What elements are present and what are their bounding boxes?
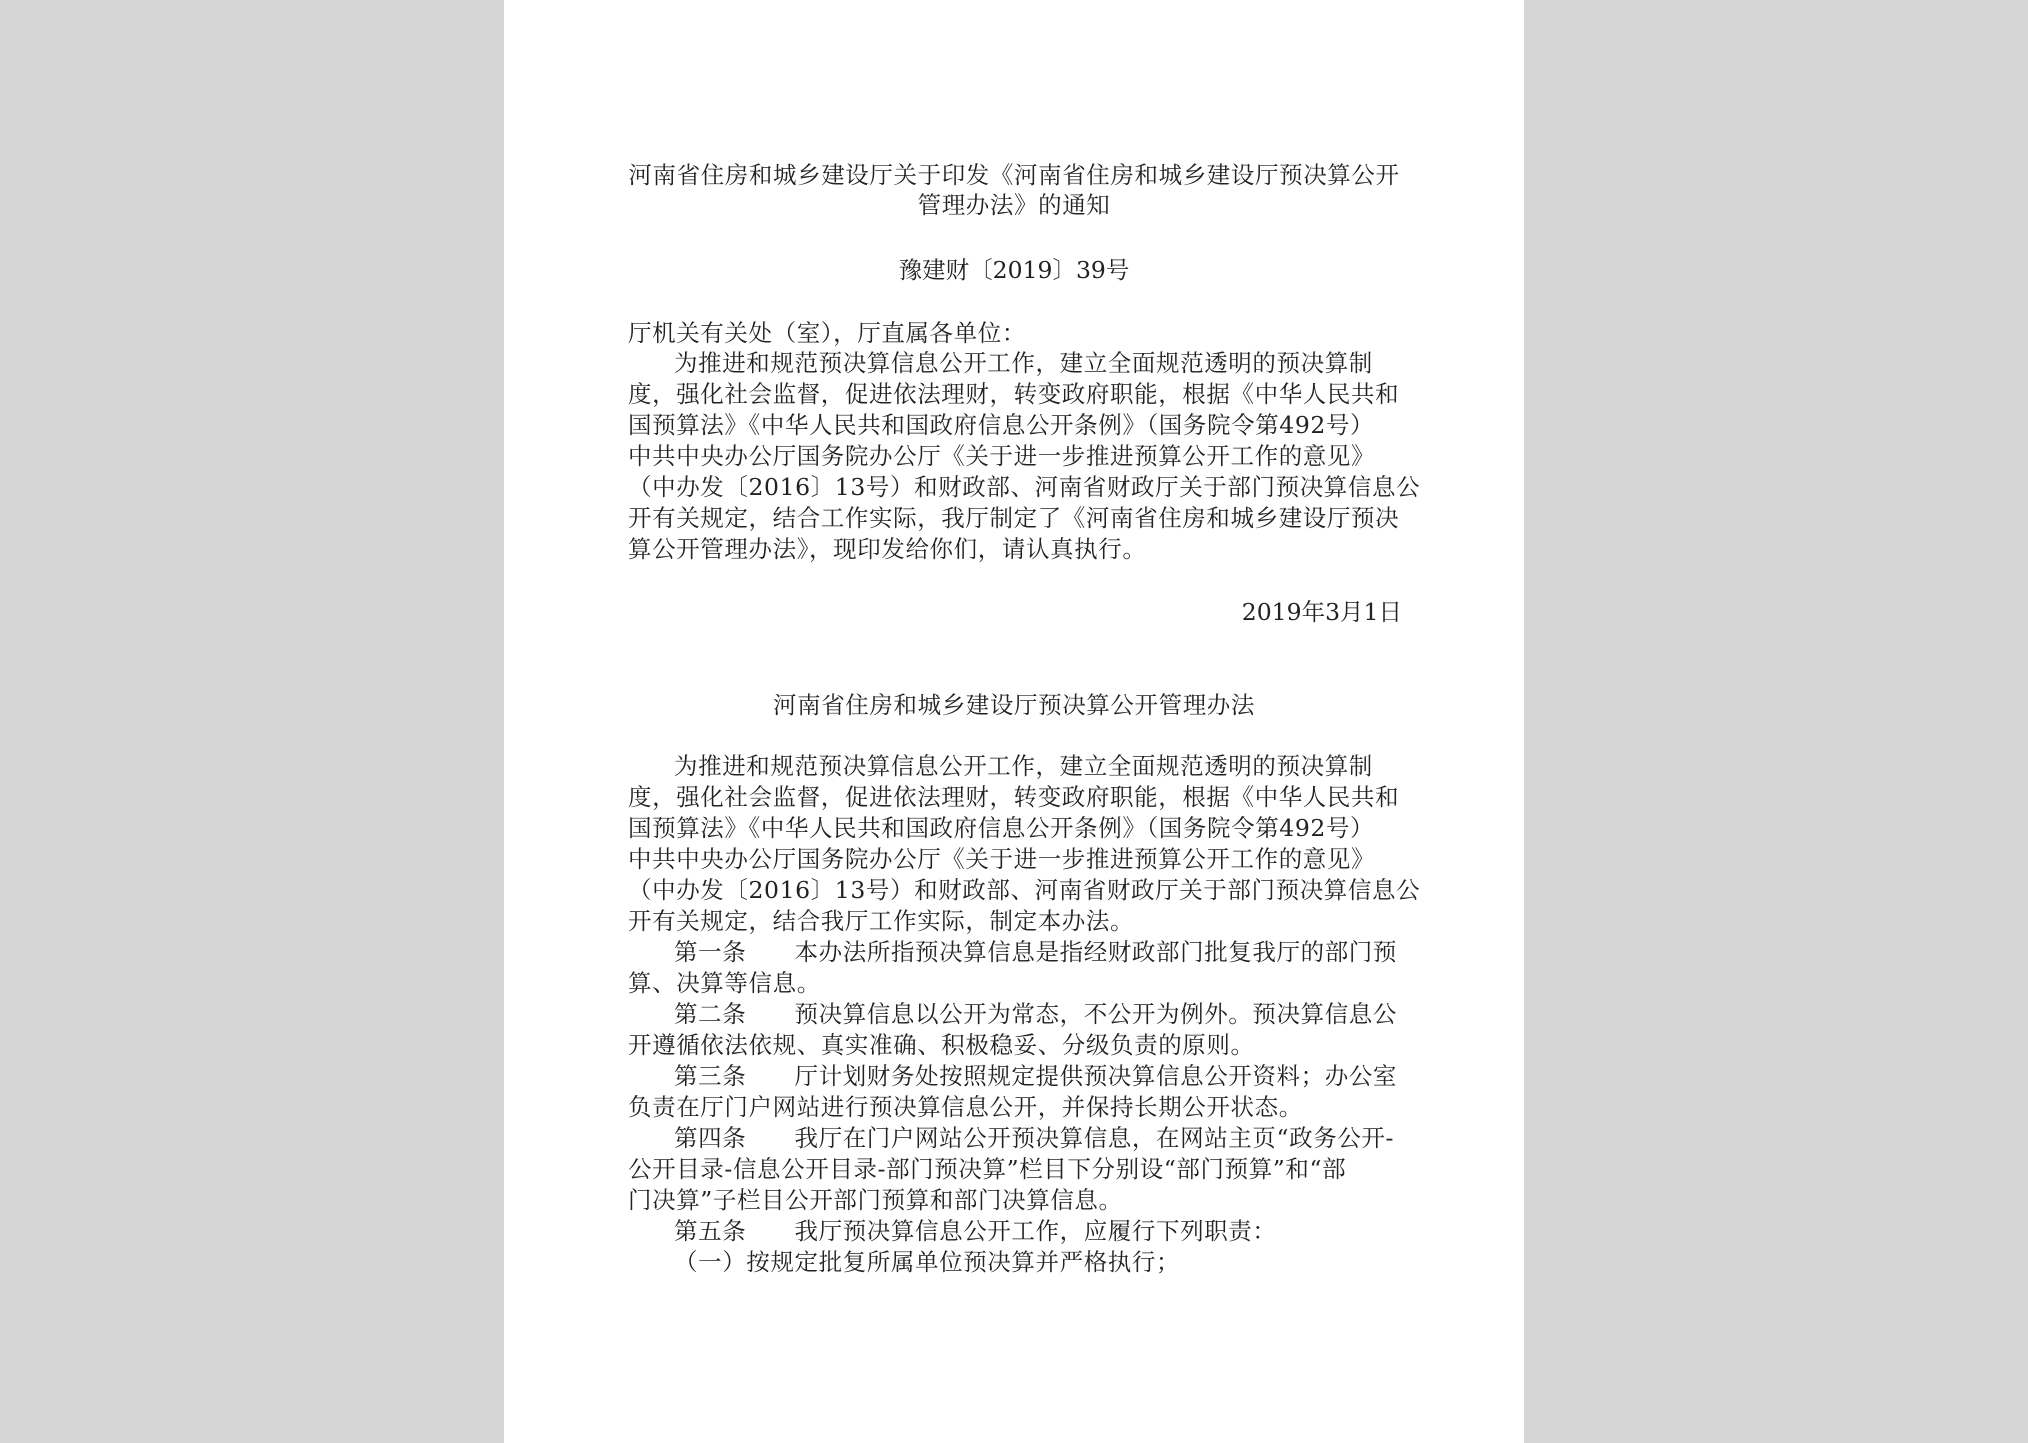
notice-title-line-2: 管理办法》的通知 xyxy=(917,191,1111,219)
measures-line: 国预算法》《中华人民共和国政府信息公开条例》（国务院令第492号） xyxy=(628,814,1375,842)
measures-line: 中共中央办公厅国务院办公厅《关于进一步推进预算公开工作的意见》 xyxy=(628,845,1376,873)
measures-line: 开有关规定，结合我厅工作实际，制定本办法。 xyxy=(628,907,1135,935)
article-5-item-1: （一）按规定批复所属单位预决算并严格执行； xyxy=(674,1248,1181,1276)
notice-body-line: （中办发〔2016〕13号）和财政部、河南省财政厅关于部门预决算信息公 xyxy=(628,473,1421,501)
notice-body-line: 为推进和规范预决算信息公开工作，建立全面规范透明的预决算制 xyxy=(674,349,1373,377)
issue-date: 2019年3月1日 xyxy=(1241,598,1402,626)
notice-body-line: 中共中央办公厅国务院办公厅《关于进一步推进预算公开工作的意见》 xyxy=(628,442,1376,470)
measures-title: 河南省住房和城乡建设厅预决算公开管理办法 xyxy=(773,691,1255,719)
salutation: 厅机关有关处（室），厅直属各单位： xyxy=(628,319,1026,347)
article-4-line: 公开目录-信息公开目录-部门预决算”栏目下分别设“部门预算”和“部 xyxy=(628,1155,1347,1183)
notice-body-line: 开有关规定，结合工作实际，我厅制定了《河南省住房和城乡建设厅预决 xyxy=(628,504,1400,532)
measures-line: 为推进和规范预决算信息公开工作，建立全面规范透明的预决算制 xyxy=(674,752,1373,780)
article-4-line: 第四条 我厅在门户网站公开预决算信息，在网站主页“政务公开- xyxy=(674,1124,1395,1152)
measures-line: （中办发〔2016〕13号）和财政部、河南省财政厅关于部门预决算信息公 xyxy=(628,876,1421,904)
notice-body-line: 度，强化社会监督，促进依法理财，转变政府职能，根据《中华人民共和 xyxy=(628,380,1400,408)
article-3-line: 负责在厅门户网站进行预决算信息公开，并保持长期公开状态。 xyxy=(628,1093,1303,1121)
article-4-line: 门决算”子栏目公开部门预算和部门决算信息。 xyxy=(628,1186,1123,1214)
measures-line: 度，强化社会监督，促进依法理财，转变政府职能，根据《中华人民共和 xyxy=(628,783,1400,811)
article-2-line: 第二条 预决算信息以公开为常态，不公开为例外。预决算信息公 xyxy=(674,1000,1397,1028)
notice-body-line: 算公开管理办法》，现印发给你们，请认真执行。 xyxy=(628,535,1147,563)
article-2-line: 开遵循依法依规、真实准确、积极稳妥、分级负责的原则。 xyxy=(628,1031,1255,1059)
notice-body-line: 国预算法》《中华人民共和国政府信息公开条例》（国务院令第492号） xyxy=(628,411,1375,439)
article-1-line: 算、决算等信息。 xyxy=(628,969,821,997)
document-number: 豫建财〔2019〕39号 xyxy=(898,256,1130,284)
article-1-line: 第一条 本办法所指预决算信息是指经财政部门批复我厅的部门预 xyxy=(674,938,1397,966)
article-3-line: 第三条 厅计划财务处按照规定提供预决算信息公开资料；办公室 xyxy=(674,1062,1397,1090)
document-page xyxy=(504,0,1524,1443)
notice-title-line-1: 河南省住房和城乡建设厅关于印发《河南省住房和城乡建设厅预决算公开 xyxy=(628,161,1400,189)
article-5-line: 第五条 我厅预决算信息公开工作，应履行下列职责： xyxy=(674,1217,1277,1245)
